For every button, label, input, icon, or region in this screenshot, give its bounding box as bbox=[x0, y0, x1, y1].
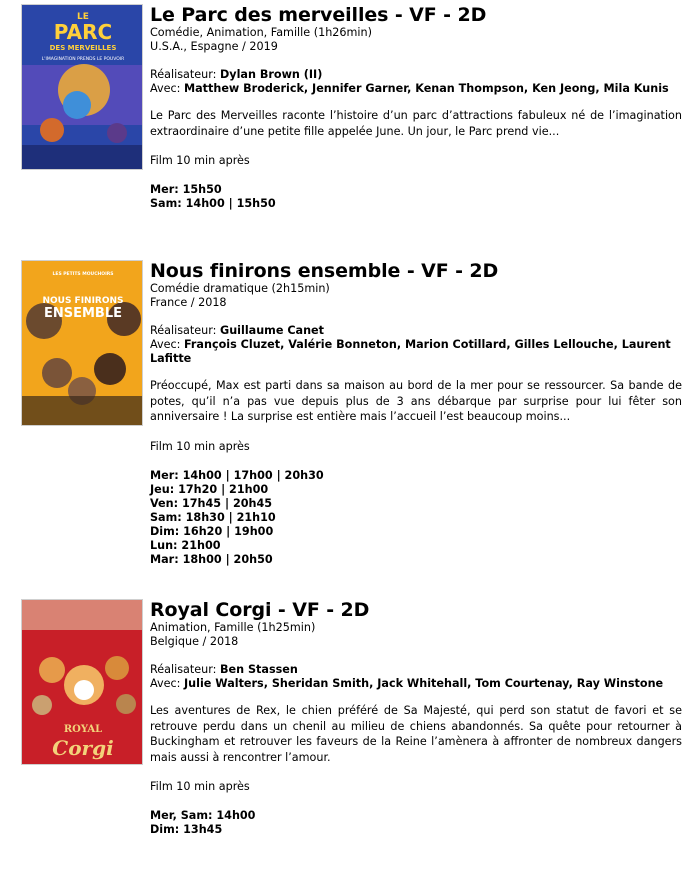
film-cast bbox=[150, 677, 682, 691]
poster2-title-text: NOUS FINIRONS bbox=[42, 296, 124, 306]
poster1-top-text: LE bbox=[77, 12, 89, 22]
film-title[interactable]: Le Parc des merveilles - VF - 2D bbox=[150, 4, 487, 26]
film-note: Film 10 min après bbox=[150, 439, 250, 453]
showtime-row: Mar: 18h00 | 20h50 bbox=[150, 552, 273, 566]
film-director bbox=[150, 663, 682, 677]
film-director bbox=[150, 68, 682, 82]
cast-names: Julie Walters, Sheridan Smith, Jack Whitehall, Tom Courtenay, Ray Winstone bbox=[183, 677, 664, 690]
poster1-title-text2: DES MERVEILLES bbox=[49, 44, 117, 52]
film-cast bbox=[150, 82, 682, 96]
film-cast bbox=[150, 338, 682, 366]
film-genre: Comédie dramatique (2h15min) bbox=[150, 282, 330, 295]
showtime-row: Mer: 14h00 | 17h00 | 20h30 bbox=[150, 468, 324, 482]
film-title[interactable]: Royal Corgi - VF - 2D bbox=[150, 599, 370, 621]
film-info-2 bbox=[150, 260, 682, 567]
director-name: Guillaume Canet bbox=[220, 324, 324, 337]
film-info-1 bbox=[150, 4, 682, 211]
poster1-title-text: PARC bbox=[53, 20, 113, 44]
cast-label: Avec: bbox=[150, 677, 181, 690]
showtime-row: Sam: 14h00 | 15h50 bbox=[150, 197, 276, 211]
showtime-row: Mer: 15h50 bbox=[150, 183, 222, 197]
director-label: Réalisateur: bbox=[150, 324, 217, 337]
director-label: Réalisateur: bbox=[150, 663, 217, 676]
director-label: Réalisateur: bbox=[150, 68, 217, 81]
poster1-tagline: L'IMAGINATION PRENDS LE POUVOIR bbox=[41, 57, 125, 62]
film-genre: Comédie, Animation, Famille (1h26min) bbox=[150, 26, 372, 39]
poster2-top-text: LES PETITS MOUCHOIRS bbox=[52, 272, 114, 277]
film-genre: Animation, Famille (1h25min) bbox=[150, 621, 316, 634]
film-title[interactable]: Nous finirons ensemble - VF - 2D bbox=[150, 260, 499, 282]
poster2-title-text2: ENSEMBLE bbox=[43, 306, 123, 321]
poster3-title-text2: Corgi bbox=[52, 736, 114, 760]
showtime-row: Ven: 17h45 | 20h45 bbox=[150, 496, 273, 510]
film-origin: U.S.A., Espagne / 2019 bbox=[150, 40, 278, 53]
cast-names: François Cluzet, Valérie Bonneton, Marion Cotillard, Gilles Lellouche, Laurent Lafitte bbox=[150, 338, 671, 365]
cast-label: Avec: bbox=[150, 82, 181, 95]
showtime-row: Jeu: 17h20 | 21h00 bbox=[150, 482, 269, 496]
poster3-title-text: ROYAL bbox=[63, 724, 103, 735]
film-origin: Belgique / 2018 bbox=[150, 635, 239, 648]
showtime-row: Dim: 13h45 bbox=[150, 823, 223, 837]
film-note: Film 10 min après bbox=[150, 780, 250, 794]
director-name: Ben Stassen bbox=[220, 663, 298, 676]
film-poster-3[interactable] bbox=[21, 599, 143, 765]
film-synopsis: Le Parc des Merveilles raconte l’histoire d’un parc d’attractions fabuleux né de l’imagination extraordinaire d’une petite fille appelée June. Un jour, le Parc prend vie... bbox=[150, 109, 682, 138]
film-info-3 bbox=[150, 599, 682, 837]
director-name: Dylan Brown (II) bbox=[220, 68, 323, 81]
showtime-row: Dim: 16h20 | 19h00 bbox=[150, 524, 274, 538]
film-poster-2[interactable] bbox=[21, 260, 143, 426]
cast-label: Avec: bbox=[150, 338, 181, 351]
film-poster-1[interactable] bbox=[21, 4, 143, 170]
film-synopsis: Préoccupé, Max est parti dans sa maison au bord de la mer pour se ressourcer. Sa bande de potes, qu’il n’a pas vue depuis plus de 3 ans débarque par surprise pour lui fêter son anniversaire ! La surprise est entière mais l’accueil l’est beaucoup moins... bbox=[150, 379, 682, 424]
cast-names: Matthew Broderick, Jennifer Garner, Kenan Thompson, Ken Jeong, Mila Kunis bbox=[183, 82, 669, 95]
film-origin: France / 2018 bbox=[150, 296, 227, 309]
film-synopsis: Les aventures de Rex, le chien préféré de Sa Majesté, qui perd son statut de favori et se retrouve perdu dans un chenil au milieu de chiens abandonnés. Sa quête pour retourner à Buckingham et retrouver les faveurs de la Reine l’amènera à affronter de nombreux dangers mais aussi à rencontrer l’amour. bbox=[150, 704, 682, 764]
film-note: Film 10 min après bbox=[150, 154, 250, 168]
film-director bbox=[150, 324, 682, 338]
showtime-row: Mer, Sam: 14h00 bbox=[150, 809, 256, 823]
showtime-row: Sam: 18h30 | 21h10 bbox=[150, 510, 276, 524]
showtime-row: Lun: 21h00 bbox=[150, 538, 221, 552]
